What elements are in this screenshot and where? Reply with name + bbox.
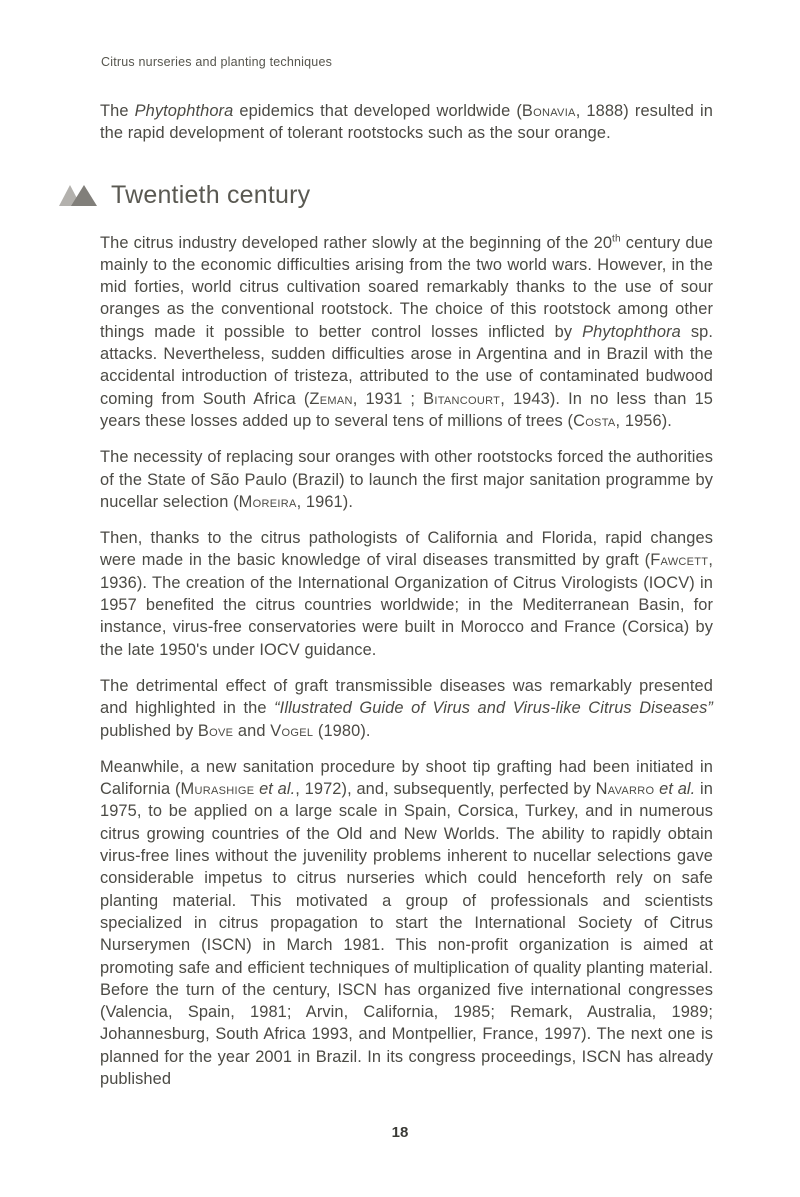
paragraph: Then, thanks to the citrus pathologists of California and Florida, rapid changes were made in the basic knowledge of viral diseases transmitted by graft (Fawcett, 1936). The creation of the International Organization of Citrus Virologists (IOCV) in 1957 benefited the citrus countries worldwide; in the Mediterranean Basin, for instance, virus-free conservatories were built in Morocco and France (Corsica) by the late 1950's under IOCV guidance. [100, 529, 713, 659]
paragraph: The detrimental effect of graft transmissible diseases was remarkably presented and highlighted in the “Illustrated Guide of Virus and Virus-like Citrus Diseases” published by Bove and Vogel (1980). [100, 676, 713, 740]
section-heading: Twentieth century [111, 180, 311, 209]
paragraph: Meanwhile, a new sanitation procedure by shoot tip grafting had been initiated in California (Murashige et al., 1972), and, subsequently, perfected by Navarro et al. in 1975, to be applied on a large scale in Spain, Corsica, Turkey, and in numerous citrus growing countries of the Old and New Worlds. The ability to rapidly obtain virus-free lines without the juvenility problems inherent to nucellar selections gave considerable impetus to citrus nurseries which could henceforth rely on safe planting material. This motivated a group of professionals and scientists specialized in citrus propagation to start the International Society of Citrus Nurserymen (ISCN) in March 1981. This non-profit organization is aimed at promoting safe and efficient techniques of multiplication of quality planting material. Before the turn of the century, ISCN has organized five international congresses (Valencia, Spain, 1981; Arvin, California, 1985; Remark, Australia, 1989; Johannesburg, South Africa 1993, and Montpellier, France, 1997). The next one is planned for the year 2001 in Brazil. In its congress proceedings, ISCN has already published [100, 757, 714, 1088]
body-paragraphs [100, 232, 713, 1091]
paragraph: The Phytophthora epidemics that developed worldwide (Bonavia, 1888) resulted in the rapid development of tolerant rootstocks such as the sour orange. [100, 102, 714, 143]
paragraph: The citrus industry developed rather slowly at the beginning of the 20th century due mainly to the economic difficulties arising from the two world wars. However, in the mid forties, world citrus cultivation soared remarkably thanks to the use of sour oranges as the conventional rootstock. The choice of this rootstock among other things made it possible to better control losses inflicted by Phytophthora sp. attacks. Nevertheless, sudden difficulties arose in Argentina and in Brazil with the accidental introduction of tristeza, attributed to the use of contaminated budwood coming from South Africa (Zeman, 1931 ; Bitancourt, 1943). In no less than 15 years these losses added up to several tens of millions of trees (Costa, 1956). [100, 233, 714, 430]
page-number: 18 [391, 1124, 409, 1141]
running-header: Citrus nurseries and planting techniques [101, 55, 333, 69]
page-content [100, 100, 713, 1104]
paragraph: The necessity of replacing sour oranges with other rootstocks forced the authorities of the State of São Paulo (Brazil) to launch the first major sanitation programme by nucellar selection (Moreira, 1961). [100, 448, 713, 511]
double-triangle-icon [58, 183, 98, 207]
intro-paragraphs [100, 100, 713, 145]
section-heading-row [58, 181, 713, 210]
